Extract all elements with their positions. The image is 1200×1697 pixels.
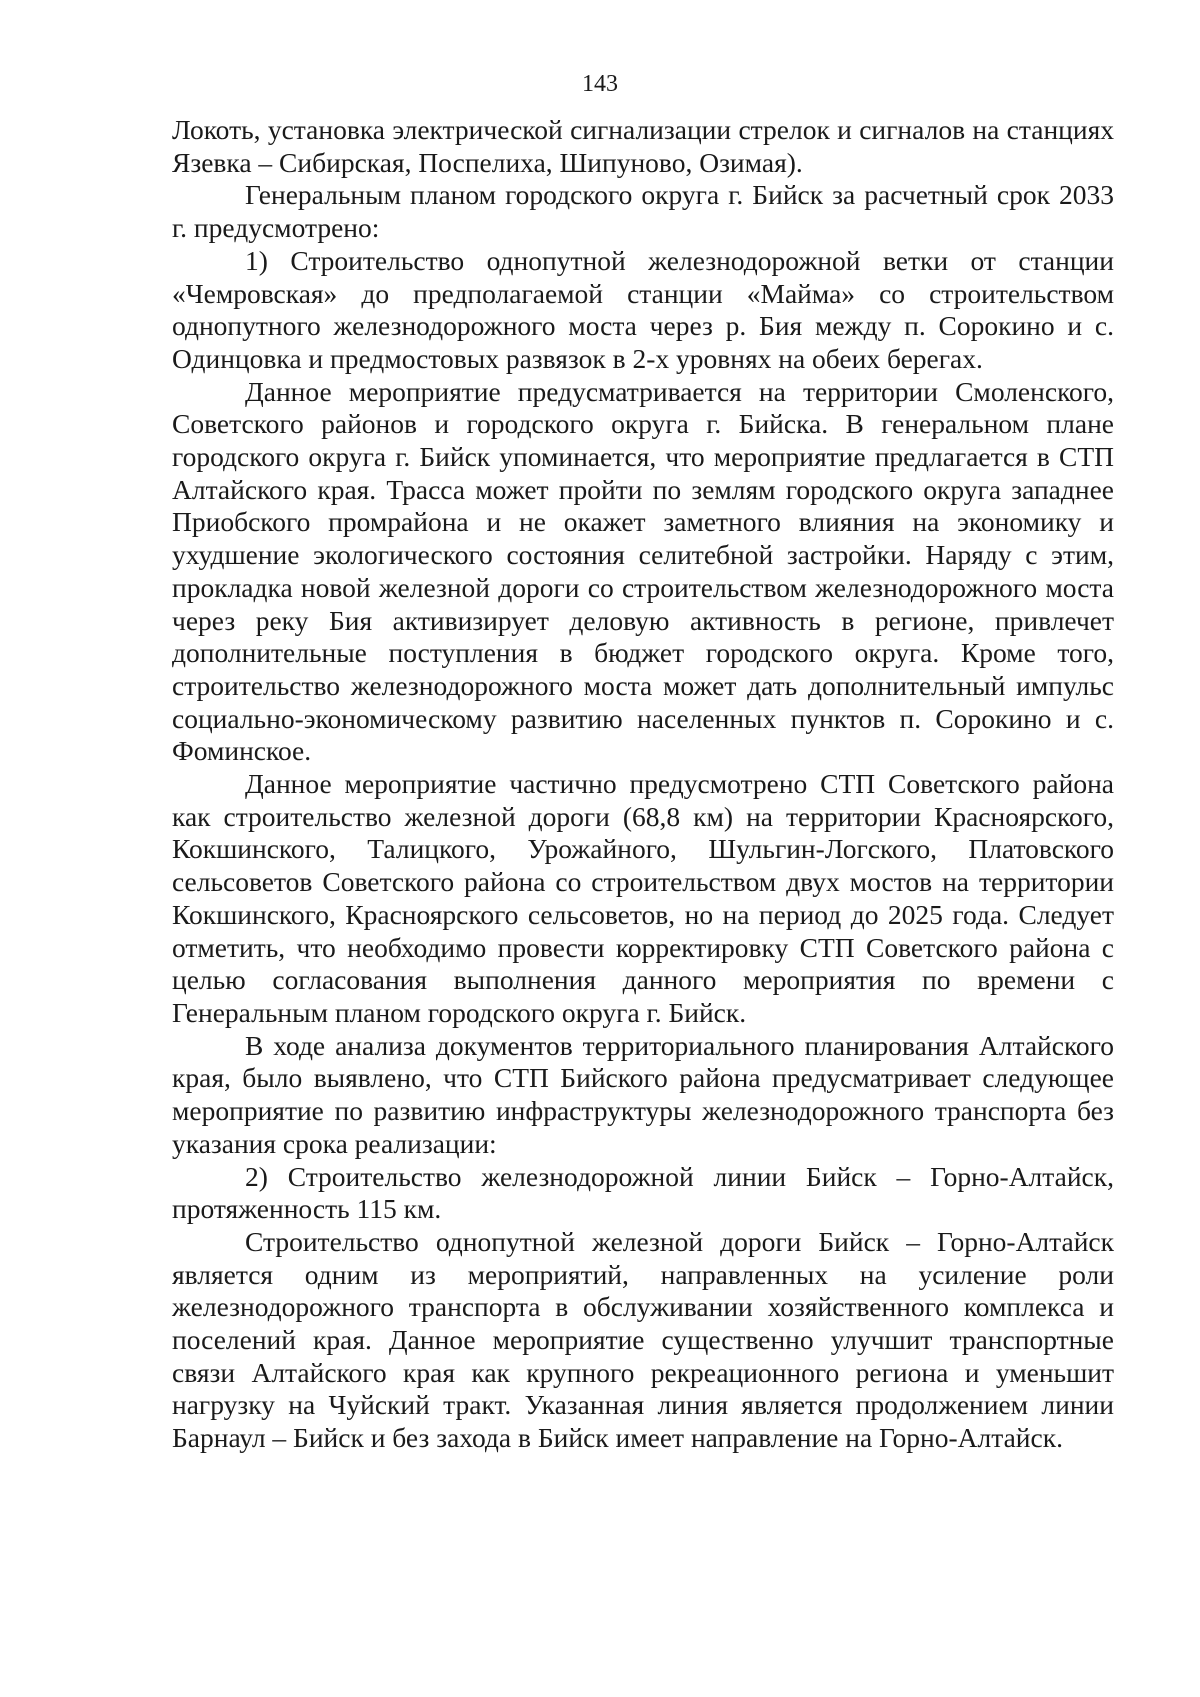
paragraph: Данное мероприятие предусматривается на территории Смоленского, Советского районов и городского округа г. Бийска. В генеральном плане городского округа г. Бийск упоминается, что мероприятие предлагается в СТП Алтайского края. Трасса может пройти по землям городского округа западнее Приобского промрайона и не окажет заметного влияния на экономику и ухудшение экологического состояния селитебной застройки. Наряду с этим, прокладка новой железной дороги со строительством железнодорожного моста через реку Бия активизирует деловую активность в регионе, привлечет дополнительные поступления в бюджет городского округа. Кроме того, строительство железнодорожного моста может дать дополнительный импульс социально-экономическому развитию населенных пунктов п. Сорокино и с. Фоминское. — [172, 375, 1114, 767]
paragraph: Строительство однопутной железной дороги Бийск – Горно-Алтайск является одним из мероприятий, направленных на усиление роли железнодорожного транспорта в обслуживании хозяйственного комплекса и поселений края. Данное мероприятие существенно улучшит транспортные связи Алтайского края как крупного рекреационного региона и уменьшит нагрузку на Чуйский тракт. Указанная линия является продолжением линии Барнаул – Бийск и без захода в Бийск имеет направление на Горно-Алтайск. — [172, 1225, 1114, 1454]
page-number: 143 — [582, 71, 618, 97]
list-item-paragraph: 2) Строительство железнодорожной линии Бийск – Горно-Алтайск, протяженность 115 км. — [172, 1160, 1114, 1225]
list-item-paragraph: 1) Строительство однопутной железнодорожной ветки от станции «Чемровская» до предполагаемой станции «Майма» со строительством однопутного железнодорожного моста через р. Бия между п. Сорокино и с. Одинцовка и предмостовых развязок в 2-х уровнях на обеих берегах. — [172, 244, 1114, 374]
paragraph: Данное мероприятие частично предусмотрено СТП Советского района как строительство железной дороги (68,8 км) на территории Красноярского, Кокшинского, Талицкого, Урожайного, Шульгин-Логского, Платовского сельсоветов Советского района со строительством двух мостов на территории Кокшинского, Красноярского сельсоветов, но на период до 2025 года. Следует отметить, что необходимо провести корректировку СТП Советского района с целью согласования выполнения данного мероприятия по времени с Генеральным планом городского округа г. Бийск. — [172, 768, 1114, 1028]
body-text — [172, 114, 1114, 1455]
paragraph: В ходе анализа документов территориального планирования Алтайского края, было выявлено, что СТП Бийского района предусматривает следующее мероприятие по развитию инфраструктуры железнодорожного транспорта без указания срока реализации: — [172, 1029, 1114, 1159]
paragraph: Локоть, установка электрической сигнализации стрелок и сигналов на станциях Язевка – Сибирская, Поспелиха, Шипуново, Озимая). — [172, 114, 1114, 178]
paragraph: Генеральным планом городского округа г. Бийск за расчетный срок 2033 г. предусмотрено: — [172, 179, 1114, 244]
